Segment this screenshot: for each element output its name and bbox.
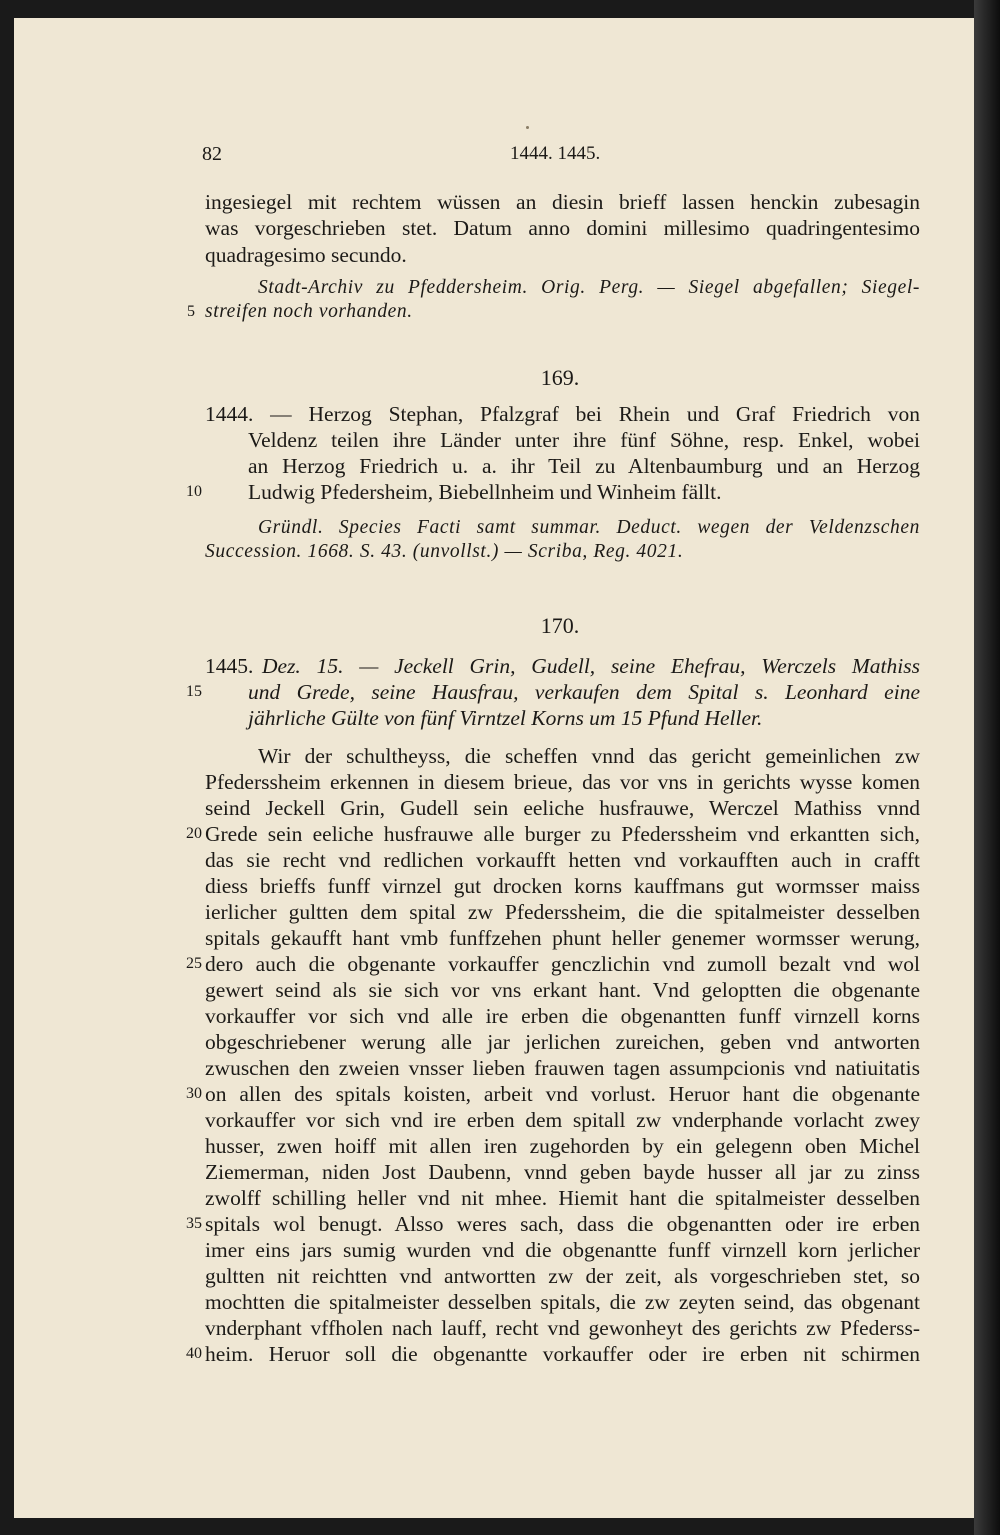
text-line: husser, zwen hoiff mit allen iren zugehorden by ein gelegenn oben Michel — [205, 1134, 920, 1158]
document-number: 169. — [540, 365, 580, 390]
line-number: 20 — [186, 825, 202, 842]
source-note-line: Gründl. Species Facti samt summar. Deduct. wegen der Veldenzschen — [258, 517, 920, 538]
text-line: ierlicher gultten dem spital zw Pfederssheim, die die spitalmeister desselben — [205, 900, 920, 924]
text-line: vorkauffer vor sich vnd alle ire erben die obgenantten funff virnzell korns — [205, 1004, 920, 1028]
regest-line: an Herzog Friedrich u. a. ihr Teil zu Altenbaumburg und an Herzog — [248, 454, 920, 478]
text-line: dero auch die obgenante vorkauffer genczlichin vnd zumoll bezalt vnd wol — [205, 952, 920, 976]
line-number: 25 — [186, 955, 202, 972]
document-number: 170. — [540, 613, 580, 638]
text-line: Wir der schultheyss, die scheffen vnnd das gericht gemeinlichen zw — [258, 744, 920, 768]
text-line: diess brieffs funff virnzel gut drocken korns kauffmans gut wormsser maiss — [205, 874, 920, 898]
text-line: ingesiegel mit rechtem wüssen an diesin brieff lassen henckin zubesagin — [205, 190, 920, 214]
source-note-line: Succession. 1668. S. 43. (unvollst.) — Scriba, Reg. 4021. — [205, 541, 684, 562]
text-line: seind Jeckell Grin, Gudell sein eeliche husfrauwe, Werczel Mathiss vnnd — [205, 796, 920, 820]
text-line: on allen des spitals koisten, arbeit vnd vorlust. Heruor hant die obgenante — [205, 1082, 920, 1106]
line-number: 40 — [186, 1345, 202, 1362]
paper-speck — [526, 126, 529, 129]
line-number: 15 — [186, 683, 202, 700]
text-line: vnderphant vffholen nach lauff, recht vnd gewonheyt des gerichts zw Pfederss- — [205, 1316, 920, 1340]
text-line: heim. Heruor soll die obgenantte vorkauffer oder ire erben nit schirmen — [205, 1342, 920, 1366]
text-line: mochtten die spitalmeister desselben spitals, die zw zeyten seind, das obgenant — [205, 1290, 920, 1314]
text-line: spitals wol benugt. Alsso weres sach, dass die obgenantten oder ire erben — [205, 1212, 920, 1236]
line-number: 35 — [186, 1215, 202, 1232]
text-line: spitals gekaufft hant vmb funffzehen phunt heller genemer wormsser werung, — [205, 926, 920, 950]
regest-line: 1444. — Herzog Stephan, Pfalzgraf bei Rhein und Graf Friedrich von — [205, 402, 920, 426]
text-line: gultten nit reichtten vnd antwortten zw der zeit, als vorgeschrieben stet, so — [205, 1264, 920, 1288]
text-line: quadragesimo secundo. — [205, 243, 407, 267]
text-line: Ziemerman, niden Jost Daubenn, vnnd geben bayde husser all jar zu zinss — [205, 1160, 920, 1184]
text-line: zwolff schilling heller vnd nit mhee. Hiemit hant die spitalmeister desselben — [205, 1186, 920, 1210]
source-note-line: Stadt-Archiv zu Pfeddersheim. Orig. Perg. — Siegel abgefallen; Siegel- — [258, 277, 920, 298]
line-number: 30 — [186, 1085, 202, 1102]
text-line: Grede sein eeliche husfrauwe alle burger zu Pfederssheim vnd erkantten sich, — [205, 822, 920, 846]
text-line: obgeschriebener werung alle jar jerlichen zureichen, geben vnd antworten — [205, 1030, 920, 1054]
text-line: imer eins jars sumig wurden vnd die obgenantte funff virnzell korn jerlicher — [205, 1238, 920, 1262]
running-title: 1444. 1445. — [510, 143, 601, 164]
page-number: 82 — [202, 143, 222, 165]
text-line: Pfederssheim erkennen in diesem brieue, das vor vns in gerichts wysse komen — [205, 770, 920, 794]
text-line: das sie recht vnd redlichen vorkaufft hetten vnd vorkaufften auch in crafft — [205, 848, 920, 872]
text-line: gewert seind als sie sich vor vns erkant hant. Vnd geloptten die obgenante — [205, 978, 920, 1002]
text-line: zwuschen den zweien vnsser lieben frauwen tagen assumpcionis vnd natiuitatis — [205, 1056, 920, 1080]
line-number: 5 — [187, 303, 195, 320]
regest-line: Ludwig Pfedersheim, Biebellnheim und Winheim fällt. — [248, 480, 722, 504]
regest-line: Veldenz teilen ihre Länder unter ihre fünf Söhne, resp. Enkel, wobei — [248, 428, 920, 452]
source-note-line: streifen noch vorhanden. — [205, 301, 413, 322]
text-line: was vorgeschrieben stet. Datum anno domini millesimo quadringentesimo — [205, 216, 920, 240]
regest-line: Dez. 15. — Jeckell Grin, Gudell, seine Ehefrau, Werczels Mathiss — [262, 654, 920, 678]
line-number: 10 — [186, 483, 202, 500]
regest-date: 1445. — [205, 654, 254, 678]
binding-edge — [974, 0, 1000, 1535]
regest-line: jährliche Gülte von fünf Virntzel Korns um 15 Pfund Heller. — [248, 706, 763, 730]
text-line: vorkauffer vor sich vnd ire erben dem spitall zw vnderphande vorlacht zwey — [205, 1108, 920, 1132]
regest-line: und Grede, seine Hausfrau, verkaufen dem Spital s. Leonhard eine — [248, 680, 920, 704]
